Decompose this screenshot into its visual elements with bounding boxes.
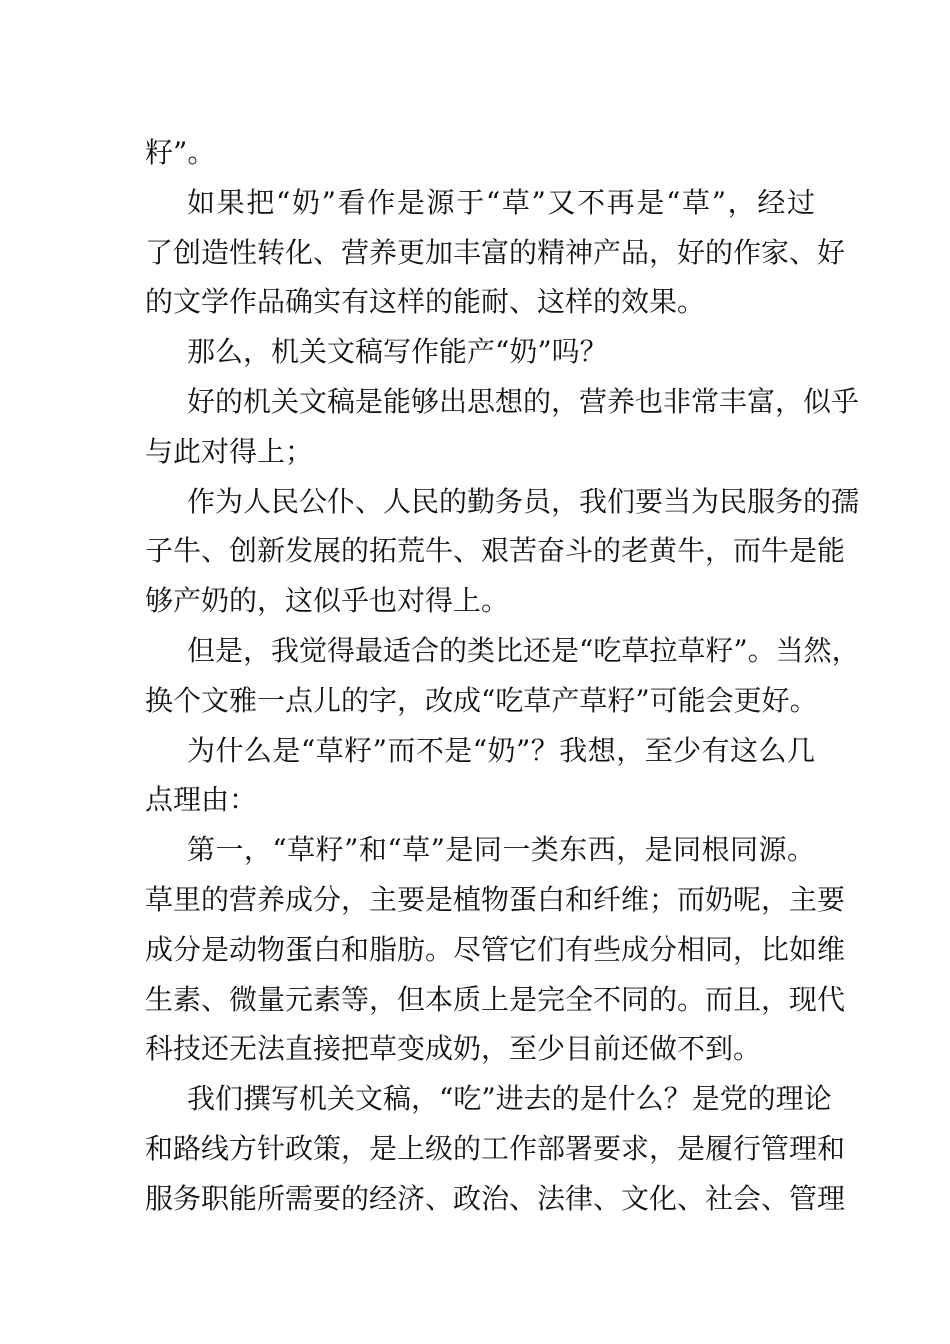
paragraph-line: 籽”。: [145, 136, 216, 169]
paragraph-line: 如果把“奶”看作是源于“草”又不再是“草”，经过: [187, 185, 815, 219]
paragraph-line: 子牛、创新发展的拓荒牛、艰苦奋斗的老黄牛，而牛是能: [145, 534, 846, 568]
paragraph-line: 科技还无法直接把草变成奶，至少目前还做不到。: [145, 1032, 762, 1066]
paragraph-line: 和路线方针政策，是上级的工作部署要求，是履行管理和: [145, 1131, 846, 1165]
paragraph: [145, 825, 846, 1074]
paragraph-line: 我们撰写机关文稿，“吃”进去的是什么？是党的理论: [187, 1082, 832, 1116]
document-body: [145, 128, 860, 1224]
paragraph-line: 作为人民公仆、人民的勤务员，我们要当为民服务的孺: [187, 484, 860, 518]
paragraph: [145, 327, 815, 377]
paragraph: [145, 477, 860, 626]
paragraph: [145, 128, 815, 178]
paragraph-line: 的文学作品确实有这样的能耐、这样的效果。: [145, 285, 706, 319]
paragraph: [145, 726, 815, 826]
paragraph-line: 够产奶的，这似乎也对得上。: [145, 584, 510, 618]
paragraph-line: 第一，“草籽”和“草”是同一类东西，是同根同源。: [187, 833, 815, 867]
paragraph: [145, 377, 860, 477]
paragraph-line: 点理由：: [145, 783, 258, 817]
paragraph-line: 生素、微量元素等，但本质上是完全不同的。而且，现代: [145, 982, 846, 1016]
paragraph-line: 成分是动物蛋白和脂肪。尽管它们有些成分相同，比如维: [145, 932, 846, 966]
paragraph-line: 草里的营养成分，主要是植物蛋白和纤维；而奶呢，主要: [145, 882, 846, 916]
paragraph-line: 那么，机关文稿写作能产“奶”吗？: [187, 335, 608, 369]
paragraph: [145, 626, 860, 726]
paragraph-line: 好的机关文稿是能够出思想的，营养也非常丰富，似乎: [187, 384, 860, 418]
paragraph-line: 为什么是“草籽”而不是“奶”？我想，至少有这么几: [187, 733, 815, 767]
paragraph-line: 与此对得上；: [145, 434, 314, 468]
paragraph: [145, 178, 846, 327]
paragraph: [145, 1074, 846, 1223]
paragraph-line: 换个文雅一点儿的字，改成“吃草产草籽”可能会更好。: [145, 683, 818, 717]
paragraph-line: 但是，我觉得最适合的类比还是“吃草拉草籽”。当然，: [187, 633, 860, 667]
paragraph-line: 服务职能所需要的经济、政治、法律、文化、社会、管理: [145, 1181, 846, 1215]
paragraph-line: 了创造性转化、营养更加丰富的精神产品，好的作家、好: [145, 235, 846, 269]
